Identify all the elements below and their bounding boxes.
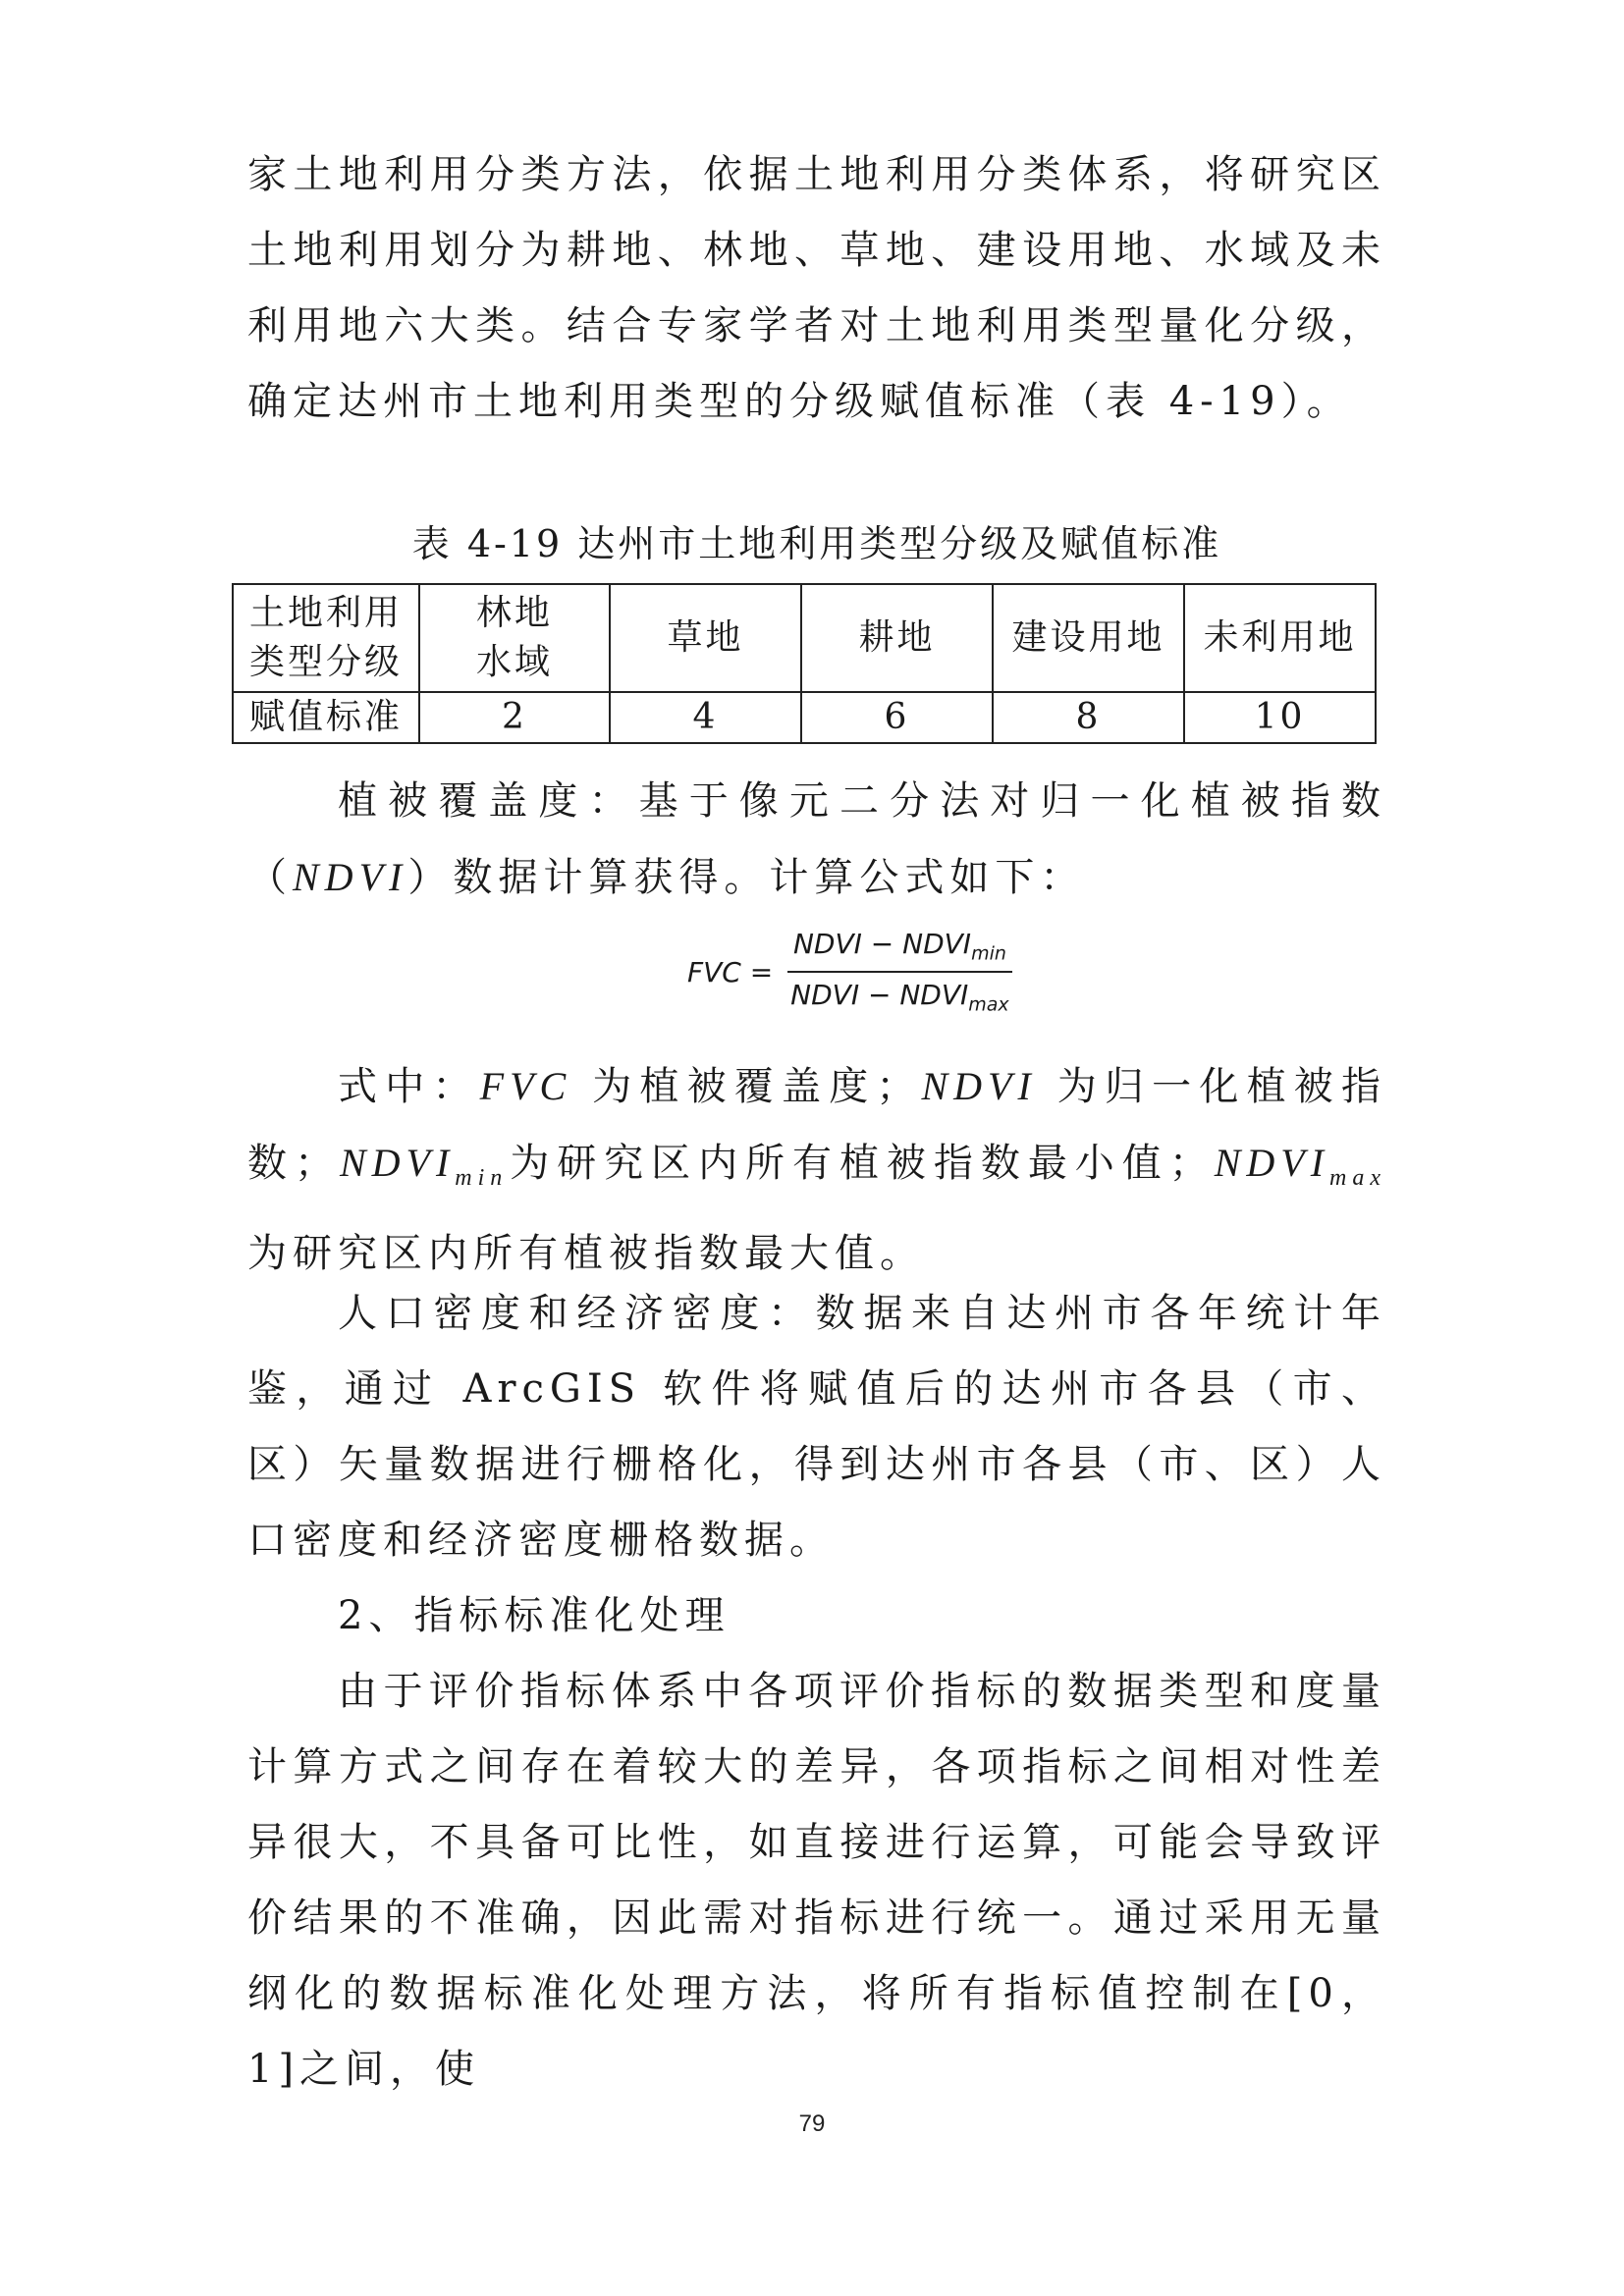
- text-segment: 为研究区内所有植被指数最大值。: [247, 1231, 925, 1276]
- value-grassland: 4: [610, 692, 801, 743]
- ndvi-term: NDVI: [293, 855, 408, 899]
- header-unused-land: 未利用地: [1184, 584, 1376, 692]
- table-caption: 表 4-19 达州市土地利用类型分级及赋值标准: [411, 522, 1222, 565]
- value-construction-land: 8: [993, 692, 1184, 743]
- header-construction-land: 建设用地: [993, 584, 1184, 692]
- paragraph-vegetation-coverage: [247, 764, 1386, 916]
- ndvi-min-term: [339, 1141, 509, 1191]
- formula-numerator: [787, 928, 1012, 973]
- paragraph-standardization-explanation: 由于评价指标体系中各项评价指标的数据类型和度量计算方式之间存在着较大的差异，各项指标之间相对性差异很大，不具备可比性，如直接进行运算，可能会导致评价结果的不准确，因此需对指标进行统一。通过采用无量纲化的数据标准化处理方法，将所有指标值控制在[0，1]之间，使: [247, 1669, 1386, 2092]
- header-cropland: 耕地: [801, 584, 993, 692]
- ndvi-min-base: NDVI: [339, 1141, 456, 1185]
- ndvi-max-term: [1214, 1141, 1387, 1191]
- formula-denominator: [785, 973, 1015, 1016]
- text-segment: 为研究区内所有植被指数最小值；: [508, 1141, 1215, 1186]
- paragraph-population-economic-density: 人口密度和经济密度：数据来自达州市各年统计年鉴，通过 ArcGIS 软件将赋值后的达州市各县（市、区）矢量数据进行栅格化，得到达州市各县（市、区）人口密度和经济密度栅格数据。: [247, 1291, 1386, 1563]
- ndvi-min-subscript: min: [455, 1165, 509, 1191]
- land-use-grading-table: [232, 583, 1377, 744]
- fvc-term: FVC: [479, 1064, 572, 1108]
- value-unused-land: 10: [1184, 692, 1376, 743]
- ndvi-term: NDVI: [921, 1064, 1037, 1108]
- text-segment: 为植被覆盖度；: [571, 1064, 922, 1109]
- table-value-row: [233, 692, 1376, 743]
- text-segment: 植被覆盖度：基于像元二分法对归一化植被指数（: [247, 778, 1386, 900]
- denominator-subscript: max: [968, 993, 1009, 1016]
- page-number: 79: [798, 2110, 826, 2137]
- row-label-assignment-standard: 赋值标准: [233, 692, 419, 743]
- fvc-formula: [687, 923, 1015, 1021]
- text-segment: ）数据计算获得。计算公式如下：: [407, 855, 1086, 900]
- ndvi-max-subscript: max: [1329, 1165, 1387, 1191]
- paragraph-formula-explanation: [247, 1048, 1386, 1292]
- table-header-row: [233, 584, 1376, 692]
- numerator-text: NDVI − NDVI: [792, 928, 972, 961]
- denominator-text: NDVI − NDVI: [790, 979, 969, 1011]
- ndvi-max-base: NDVI: [1214, 1141, 1330, 1185]
- header-grassland: 草地: [610, 584, 801, 692]
- text-segment: 为归一化植被指数；: [247, 1064, 1386, 1186]
- paragraph-land-use-classification: 家土地利用分类方法，依据土地利用分类体系，将研究区土地利用划分为耕地、林地、草地、建设用地、水域及未利用地六大类。结合专家学者对土地利用类型量化分级，确定达州市土地利用类型的分级赋值标准（表 4-19）。: [247, 152, 1386, 424]
- value-cropland: 6: [801, 692, 993, 743]
- numerator-subscript: min: [971, 943, 1006, 965]
- section-heading-indicator-standardization: 2、指标标准化处理: [338, 1593, 731, 1638]
- header-forest-water: 林地水域: [419, 584, 610, 692]
- header-land-use-type-grade: 土地利用类型分级: [233, 584, 419, 692]
- value-forest-water: 2: [419, 692, 610, 743]
- text-segment: 式中：: [338, 1064, 480, 1109]
- formula-fraction: [785, 928, 1015, 1015]
- formula-lhs: FVC =: [687, 955, 774, 988]
